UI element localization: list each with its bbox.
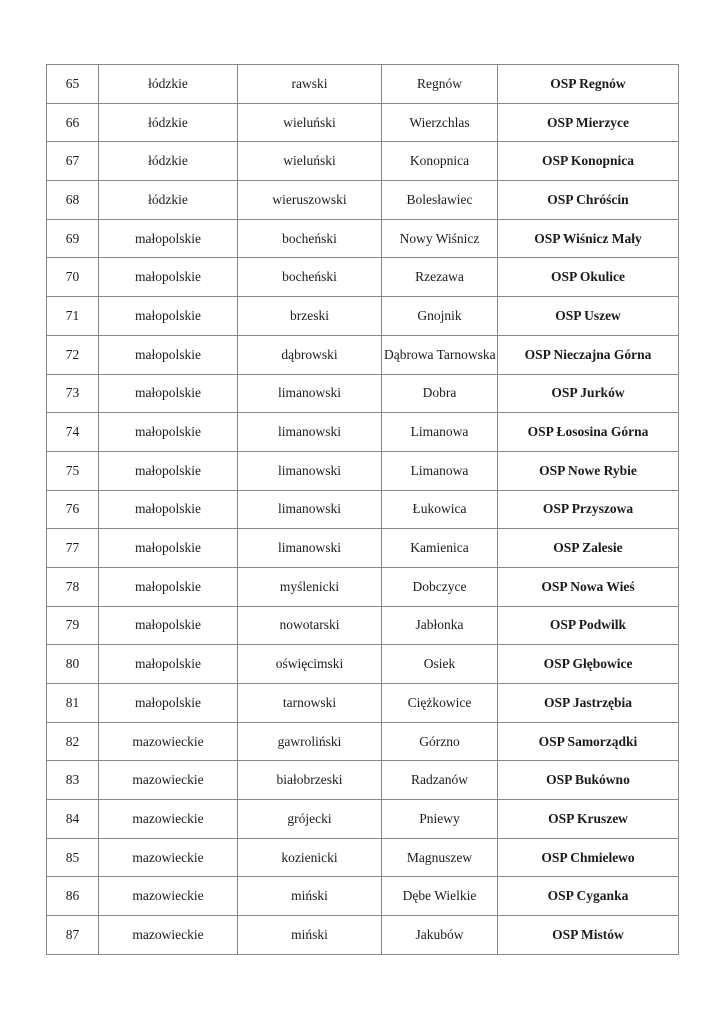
cell-row-number: 85 (47, 838, 99, 877)
cell-voivodeship: małopolskie (99, 645, 238, 684)
table-row (47, 761, 679, 800)
cell-voivodeship: małopolskie (99, 258, 238, 297)
cell-row-number: 77 (47, 529, 99, 568)
cell-voivodeship: małopolskie (99, 374, 238, 413)
table-row (47, 142, 679, 181)
cell-county: miński (238, 877, 382, 916)
cell-row-number: 80 (47, 645, 99, 684)
cell-row-number: 86 (47, 877, 99, 916)
cell-municipality: Regnów (382, 65, 498, 104)
cell-county: bocheński (238, 219, 382, 258)
cell-row-number: 83 (47, 761, 99, 800)
table-row (47, 297, 679, 336)
cell-municipality: Rzezawa (382, 258, 498, 297)
cell-row-number: 74 (47, 413, 99, 452)
cell-row-number: 70 (47, 258, 99, 297)
cell-row-number: 69 (47, 219, 99, 258)
table-row (47, 684, 679, 723)
cell-municipality: Limanowa (382, 413, 498, 452)
cell-row-number: 65 (47, 65, 99, 104)
cell-municipality: Konopnica (382, 142, 498, 181)
cell-municipality: Ciężkowice (382, 684, 498, 723)
cell-municipality: Kamienica (382, 529, 498, 568)
cell-voivodeship: łódzkie (99, 142, 238, 181)
cell-voivodeship: małopolskie (99, 451, 238, 490)
cell-osp-unit: OSP Łososina Górna (498, 413, 679, 452)
cell-county: oświęcimski (238, 645, 382, 684)
cell-county: grójecki (238, 800, 382, 839)
cell-municipality: Bolesławiec (382, 181, 498, 220)
cell-osp-unit: OSP Bukówno (498, 761, 679, 800)
table-row (47, 65, 679, 104)
cell-county: kozienicki (238, 838, 382, 877)
cell-municipality: Nowy Wiśnicz (382, 219, 498, 258)
cell-county: nowotarski (238, 606, 382, 645)
cell-row-number: 73 (47, 374, 99, 413)
cell-osp-unit: OSP Jastrzębia (498, 684, 679, 723)
cell-voivodeship: mazowieckie (99, 800, 238, 839)
cell-county: bocheński (238, 258, 382, 297)
table-row (47, 606, 679, 645)
cell-row-number: 82 (47, 722, 99, 761)
cell-osp-unit: OSP Nowe Rybie (498, 451, 679, 490)
cell-voivodeship: małopolskie (99, 567, 238, 606)
table-row (47, 800, 679, 839)
cell-municipality: Dobra (382, 374, 498, 413)
table-row (47, 529, 679, 568)
table-row (47, 258, 679, 297)
cell-osp-unit: OSP Uszew (498, 297, 679, 336)
cell-county: miński (238, 916, 382, 955)
cell-county: limanowski (238, 374, 382, 413)
cell-row-number: 81 (47, 684, 99, 723)
cell-osp-unit: OSP Nowa Wieś (498, 567, 679, 606)
cell-voivodeship: małopolskie (99, 219, 238, 258)
cell-county: limanowski (238, 529, 382, 568)
cell-municipality: Osiek (382, 645, 498, 684)
table-row (47, 181, 679, 220)
cell-voivodeship: małopolskie (99, 335, 238, 374)
cell-county: limanowski (238, 451, 382, 490)
cell-osp-unit: OSP Nieczajna Górna (498, 335, 679, 374)
cell-municipality: Dębe Wielkie (382, 877, 498, 916)
cell-osp-unit: OSP Jurków (498, 374, 679, 413)
cell-voivodeship: małopolskie (99, 490, 238, 529)
cell-municipality: Magnuszew (382, 838, 498, 877)
cell-row-number: 75 (47, 451, 99, 490)
cell-row-number: 87 (47, 916, 99, 955)
cell-municipality: Jabłonka (382, 606, 498, 645)
cell-municipality: Wierzchlas (382, 103, 498, 142)
cell-municipality: Limanowa (382, 451, 498, 490)
cell-municipality: Dobczyce (382, 567, 498, 606)
cell-row-number: 72 (47, 335, 99, 374)
cell-osp-unit: OSP Przyszowa (498, 490, 679, 529)
cell-voivodeship: małopolskie (99, 684, 238, 723)
cell-voivodeship: małopolskie (99, 297, 238, 336)
table-row (47, 490, 679, 529)
cell-municipality: Dąbrowa Tarnowska (382, 335, 498, 374)
cell-voivodeship: łódzkie (99, 65, 238, 104)
cell-county: wieluński (238, 142, 382, 181)
cell-osp-unit: OSP Kruszew (498, 800, 679, 839)
cell-row-number: 79 (47, 606, 99, 645)
cell-osp-unit: OSP Mierzyce (498, 103, 679, 142)
cell-voivodeship: małopolskie (99, 606, 238, 645)
cell-municipality: Pniewy (382, 800, 498, 839)
table-row (47, 567, 679, 606)
cell-osp-unit: OSP Chmielewo (498, 838, 679, 877)
cell-osp-unit: OSP Cyganka (498, 877, 679, 916)
table-row (47, 451, 679, 490)
cell-county: rawski (238, 65, 382, 104)
cell-voivodeship: mazowieckie (99, 916, 238, 955)
cell-osp-unit: OSP Regnów (498, 65, 679, 104)
cell-county: wieluński (238, 103, 382, 142)
cell-municipality: Jakubów (382, 916, 498, 955)
cell-voivodeship: mazowieckie (99, 877, 238, 916)
cell-county: białobrzeski (238, 761, 382, 800)
cell-osp-unit: OSP Podwilk (498, 606, 679, 645)
cell-county: brzeski (238, 297, 382, 336)
cell-osp-unit: OSP Wiśnicz Mały (498, 219, 679, 258)
cell-voivodeship: łódzkie (99, 181, 238, 220)
cell-row-number: 78 (47, 567, 99, 606)
cell-voivodeship: mazowieckie (99, 761, 238, 800)
cell-row-number: 67 (47, 142, 99, 181)
cell-voivodeship: mazowieckie (99, 838, 238, 877)
cell-county: limanowski (238, 490, 382, 529)
cell-row-number: 66 (47, 103, 99, 142)
cell-osp-unit: OSP Zalesie (498, 529, 679, 568)
table-row (47, 877, 679, 916)
table-row (47, 413, 679, 452)
cell-voivodeship: mazowieckie (99, 722, 238, 761)
cell-county: gawroliński (238, 722, 382, 761)
table-row (47, 219, 679, 258)
table-row (47, 722, 679, 761)
cell-voivodeship: łódzkie (99, 103, 238, 142)
cell-row-number: 68 (47, 181, 99, 220)
table-row (47, 645, 679, 684)
table-body (47, 65, 679, 955)
table-row (47, 916, 679, 955)
osp-units-table (46, 64, 679, 955)
table-row (47, 103, 679, 142)
table-row (47, 374, 679, 413)
cell-row-number: 71 (47, 297, 99, 336)
cell-osp-unit: OSP Mistów (498, 916, 679, 955)
cell-county: limanowski (238, 413, 382, 452)
cell-county: wieruszowski (238, 181, 382, 220)
cell-osp-unit: OSP Chróścin (498, 181, 679, 220)
table-row (47, 838, 679, 877)
cell-municipality: Radzanów (382, 761, 498, 800)
table-row (47, 335, 679, 374)
cell-municipality: Gnojnik (382, 297, 498, 336)
cell-voivodeship: małopolskie (99, 529, 238, 568)
cell-municipality: Górzno (382, 722, 498, 761)
cell-osp-unit: OSP Konopnica (498, 142, 679, 181)
cell-row-number: 76 (47, 490, 99, 529)
cell-county: tarnowski (238, 684, 382, 723)
cell-row-number: 84 (47, 800, 99, 839)
cell-voivodeship: małopolskie (99, 413, 238, 452)
cell-county: dąbrowski (238, 335, 382, 374)
cell-osp-unit: OSP Głębowice (498, 645, 679, 684)
cell-osp-unit: OSP Okulice (498, 258, 679, 297)
cell-municipality: Łukowica (382, 490, 498, 529)
cell-osp-unit: OSP Samorządki (498, 722, 679, 761)
cell-county: myślenicki (238, 567, 382, 606)
